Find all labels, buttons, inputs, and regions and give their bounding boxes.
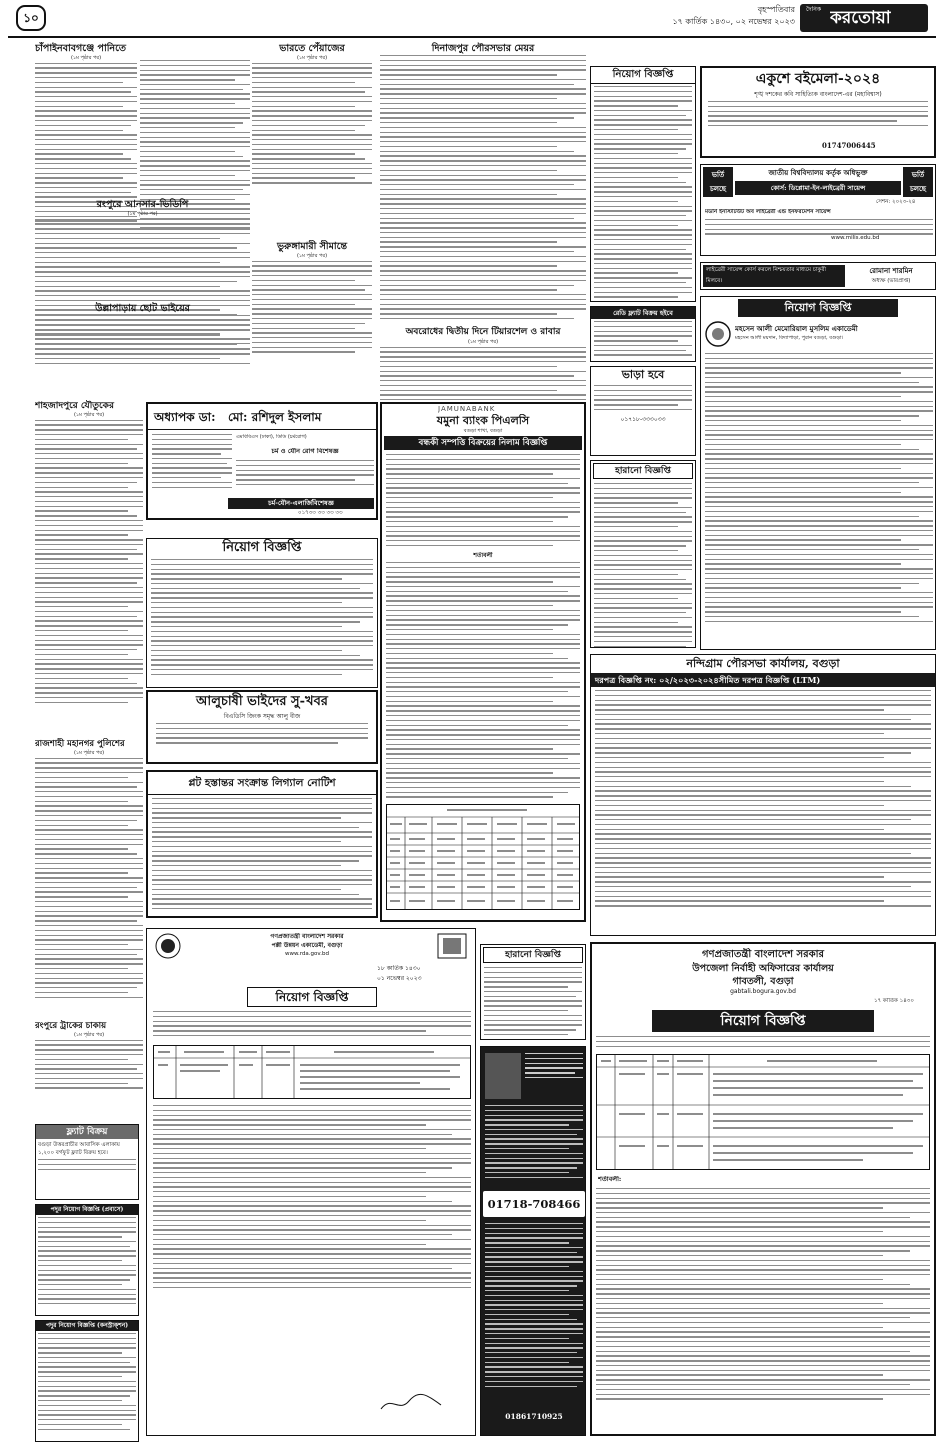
news-border-sub: (১ম পৃষ্ঠার পর) [296,253,328,259]
news-border-title: ভুরুঙ্গামারী সীমান্তে [276,241,348,252]
ad-bookfair-phone: 01747006445 [822,142,876,150]
news-dinajpur [380,42,586,322]
auction-table [386,804,580,910]
news-blockade-title: অবরোধের দ্বিতীয় দিনে টিয়ারশেল ও রাবার [405,327,561,337]
news-shahjadpur [35,400,143,730]
news-rangpur-sub: (১ম পৃষ্ঠার পর) [127,211,158,217]
ad-library-head-title: অধ্যক্ষ (ভারপ্রাপ্ত) [871,278,911,284]
masthead [0,0,945,40]
news-rangpur-title: রংপুরে আনসার-ভিডিপি [96,199,189,210]
ad-lost-2 [480,944,586,1040]
ad-promo-dark [480,1046,586,1436]
ad-rda [146,928,476,1436]
rda-table [153,1045,471,1099]
news-border-body [252,261,372,353]
ad-promo-phone-2: 01861710925 [505,1412,563,1421]
news-rajshahi-title: রাজশাহী মহানগর পুলিশের [35,739,125,749]
news-rajshahi-body [35,758,143,998]
rda-name: পল্লী উন্নয়ন একাডেমী, বগুড়া [271,942,343,949]
masthead-paper-small: দৈনিক [806,6,822,13]
ad-job-abroad [35,1204,139,1316]
gabtali-niyog-title: নিয়োগ বিজ্ঞপ্তি [652,1010,874,1032]
ad-lost-1 [590,460,696,648]
ad-library [700,262,936,290]
news-rangpur-truck [35,1020,143,1120]
ad-niyog-left-title: নিয়োগ বিজ্ঞপ্তি [222,540,302,555]
ad-admission-left: ভর্তি চলছে [703,167,733,197]
masthead-paper-name: করতোয়া [830,8,891,28]
ad-library-text: লাইব্রেরী সায়েন্স কোর্স করলে নিশ্চয়তার মাধ্যমে চাকুরী মিলবে। [703,265,845,287]
ad-flat-sale [35,1124,139,1200]
news-ullapara [35,302,250,392]
ad-mohsin-body [705,353,933,626]
news-dinajpur-body [380,55,586,322]
ad-nandigram-ltm: দরপত্র বিজ্ঞপ্তি নং: ০২/২০২৩-২০২৪সীমিত দরপত্র বিজ্ঞপ্তি (LTM) [591,673,935,687]
ad-admission-right: ভর্তি চলছে [903,167,933,197]
ad-job-construction [35,1320,139,1442]
ad-doctor-specialty: চর্ম ও যৌন রোগ বিশেষজ্ঞ [271,448,339,455]
news-rangpur-truck-body [35,1040,143,1089]
news-shahjadpur-title: শাহজাদপুরে যৌতুকের [35,401,114,411]
news-blockade [380,326,586,400]
news-border [252,240,372,400]
news-onion-sub: (১ম পৃষ্ঠার পর) [296,55,328,61]
ad-admission-institute: মডার্ন ইনস্টিটিউট অব লাইব্রেরী এন্ড ইনফরমেশন সায়েন্স [705,209,831,215]
ad-library-head: রোমানা শারমিন [869,266,913,275]
ad-bookfair [700,66,936,158]
ad-doctor-prefix: অধ্যাপক ডা: [154,410,216,424]
gabtali-table [596,1054,930,1170]
gabtali-web: gabtali.bogura.gov.bd [730,988,796,995]
auction-title: বন্ধকী সম্পত্তি বিক্রয়ের নিলাম বিজ্ঞপ্তি [384,436,582,450]
rda-date: ১৮ কার্তিক ১৪৩০ [377,965,421,972]
ad-doctor [146,402,378,520]
ad-admission-course: কোর্স: ডিপ্লোমা-ইন-লাইব্রেরী সায়েন্স [735,181,901,195]
news-ullapara-title: উল্লাপাড়ায় ছোট ভাইয়ের [95,303,190,314]
ad-flat-sale-title: ফ্ল্যাট বিক্রয় [36,1125,138,1139]
news-rajshahi-sub: (১ম পৃষ্ঠার পর) [73,750,105,756]
ad-alu [146,690,378,764]
ad-admission [700,164,936,256]
ad-doctor-footer: চর্ম-যৌন-এলার্জিবিশেষজ্ঞ [228,498,374,509]
news-shahjadpur-sub: (১ম পৃষ্ঠার পর) [73,412,105,418]
ad-bookfair-sub: শৃঙ্খ দশকের কবি সাহিত্যিক বাংলাদেশ-এর (মহাবিশ্বাস) [754,91,882,98]
auction-body [386,454,580,550]
ad-niyog-1-title: নিয়োগ বিজ্ঞপ্তি [591,67,695,84]
ad-rent [590,366,696,456]
ad-rent-title: ভাড়া হবে [621,368,665,381]
ad-doctor-degree: এমবিবিএস (ঢাকা), ডিডি (চর্মরোগ) [236,434,307,440]
yamuna-tag: JAMUNABANK [438,406,496,413]
ad-niyog-1 [590,66,696,302]
ad-doctor-phone: ০১৭৩৩ ৩৩ ৩৩ ৩৩ [298,510,343,516]
ad-nandigram-title: নন্দিগ্রাম পৌরসভা কার্যালয়, বগুড়া [686,657,840,670]
ad-niyog-left [146,538,378,688]
news-rajshahi [35,738,143,1020]
news-onion-body [252,63,372,184]
ad-flat-sale-text: বগুড়া উত্তরপ্রাচীর আবাসিক এলাকায় ১,২০০ বর্গফুট ফ্ল্যাট বিক্রয় হবে। [38,1142,120,1156]
gabtali-terms: শর্তাবলী: [598,1176,622,1183]
ad-doctor-header [148,404,376,430]
masthead-date: ১৭ কার্তিক ১৪৩০, ০২ নভেম্বর ২০২৩ [672,17,795,26]
ad-bookfair-title: একুশে বইমেলা-২০২৪ [755,71,881,87]
news-dinajpur-title: দিনাজপুর পৌরসভার মেয়র [431,43,535,54]
ad-alu-title: আলুচাষী ভাইদের সু-খবর [196,694,328,709]
masthead-logo [800,4,928,32]
ad-mohsin [700,296,936,650]
news-blockade-sub: (১ম পৃষ্ঠার পর) [467,339,499,345]
ad-gabtali [590,942,936,1436]
ad-mohsin-addr: মহসেন আলী ময়দান, বিদ্যাপাড়া, পুরান বগুড়া, বগুড়া। [735,335,844,341]
masthead-day: বৃহস্পতিবার [757,5,795,14]
news-onion-title: ভারতে পেঁয়াজের [279,43,345,54]
ad-yamuna-auction [380,402,586,922]
masthead-date-block [625,4,795,34]
rda-terms [153,1105,471,1291]
yamuna-name: যমুনা ব্যাংক পিএলসি [436,414,530,427]
ad-admission-mid: জাতীয় বিশ্ববিদ্যালয় কর্তৃক অধিভুক্ত [768,168,868,177]
ad-promo-phone: 01718-708466 [487,1197,581,1211]
ad-plot-notice [146,770,378,918]
ad-ready-flat-title: রেডি ফ্ল্যাট বিক্রয় হইবে [591,307,695,319]
auction-terms: শর্তাবলী [473,552,493,559]
ad-doctor-right-info [236,460,374,494]
news-shahjadpur-body [35,420,143,703]
ad-mohsin-logo [705,321,731,347]
ad-niyog-left-body [147,557,377,681]
ad-job-abroad-title: পদুর নিয়োগ বিজ্ঞপ্তি (প্রবাসে) [36,1205,138,1215]
page-number: ১০ [23,11,39,25]
ad-lost-1-title: হারানো বিজ্ঞপ্তি [593,463,693,479]
ad-plot-notice-title: প্লট হস্তান্তর সংক্রান্ত লিগ্যাল নোটিশ [148,772,376,795]
ad-ready-flat [590,306,696,362]
news-ullapara-body [35,315,250,364]
ad-doctor-name: মো: রশিদুল ইসলাম [228,410,322,424]
rda-body [153,1011,471,1040]
ad-admission-web: www.milis.edu.bd [831,235,880,241]
news-rangpur-truck-sub: (১ম পৃষ্ঠার পর) [73,1032,105,1038]
ad-doctor-left-info [152,434,232,496]
gabtali-place: গাবতলী, বগুড়া [732,976,794,987]
ad-plot-notice-body [148,795,376,916]
rda-govt: গণপ্রজাতন্ত্রী বাংলাদেশ সরকার [270,933,344,940]
page-number-badge [16,5,46,31]
rda-web: www.rda.gov.bd [285,951,329,957]
gabtali-date: ১৭ কার্তিক ১৪৩০ [874,998,914,1004]
news-chapai-sub: (১ম পৃষ্ঠার পর) [70,55,102,61]
rda-date2: ০১ নভেম্বর ২০২৩ [377,975,422,982]
rda-signature [377,1391,447,1415]
gabtali-govt: গণপ্রজাতন্ত্রী বাংলাদেশ সরকার [702,949,824,960]
news-chapai-title: চাঁপাইনবাবগঞ্জে পানিতে [35,43,127,54]
rda-logo [155,933,181,959]
rda-title: নিয়োগ বিজ্ঞপ্তি [247,987,377,1007]
masthead-rule [8,36,936,38]
news-rangpur-truck-title: রংপুরে ট্রাকের চাকায় [35,1021,107,1031]
ad-admission-session: সেশন: ২০২৩-২৪ [876,199,916,205]
news-blockade-body [380,347,586,400]
yamuna-branch: বগুড়া শাখা, বগুড়া [463,428,503,434]
auction-terms-body [386,562,580,801]
ad-alu-sub: বিএডিসি জিংক সমৃদ্ধ আলু বীজ [223,713,301,720]
ad-rent-phone: ০১৭১৮-৩৩৩০৩৩ [620,415,666,423]
ad-job-construction-title: পদুর নিয়োগ বিজ্ঞপ্তি (কনস্ট্রাক্শন) [36,1321,138,1331]
rda-seal [437,933,467,959]
gabtali-office: উপজেলা নির্বাহী অফিসারের কার্যালয় [692,963,834,974]
ad-nandigram [590,654,936,936]
ad-lost-2-title: হারানো বিজ্ঞপ্তি [483,947,583,963]
ad-mohsin-title: নিয়োগ বিজ্ঞপ্তি [738,299,898,317]
ad-mohsin-name: মহসেন আলী মেমোরিয়াল মুসলিম একাডেমী [735,324,858,333]
